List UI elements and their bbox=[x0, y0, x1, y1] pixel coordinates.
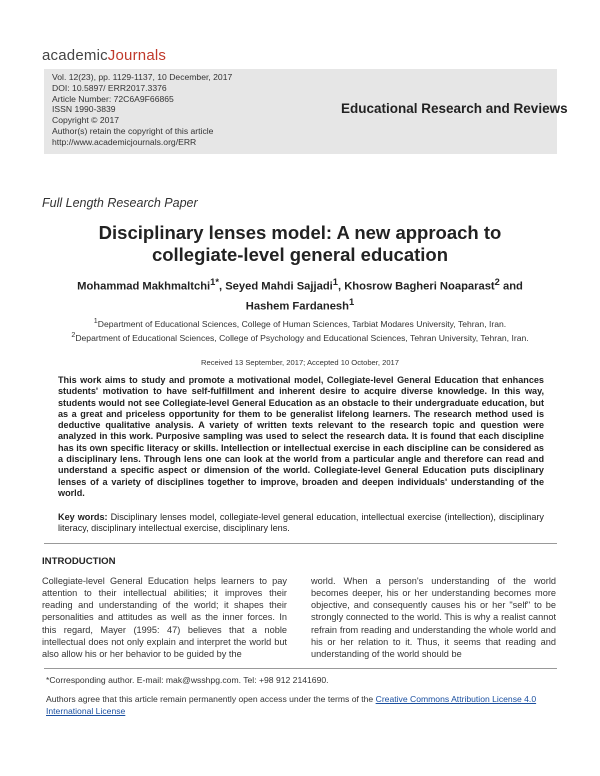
license-link[interactable]: Creative Commons Attribution License 4.0 International License bbox=[46, 694, 537, 716]
license-note: Authors agree that this article remain permanently open access under the terms of the Creative Commons Attribution License 4.0 International License bbox=[46, 694, 537, 716]
body-column-right: world. When a person's understanding of the world becomes deeper, his or her understanding becomes more objective, and consequently causes his or her "self" to be strongly connected to the world. This is why a realist cannot refrain from reading and understanding the whole world and his or her relation to it. Thus, it seems that reading and understanding of the world should be bbox=[311, 576, 556, 659]
publisher-logo: academicJournals bbox=[42, 47, 167, 64]
author-list: Mohammad Makhmaltchi$^{1*}$, Seyed Mahdi Sajjadi$^1$, Khosrow Bagheri Noaparast$^2$ and Hashem Fardanesh$^1$ bbox=[77, 277, 523, 313]
footnote-divider bbox=[44, 668, 557, 669]
doi-line: DOI: 10.5897/ ERR2017.3376 bbox=[52, 82, 167, 93]
author-name: Hashem Fardanesh bbox=[245, 300, 349, 313]
abstract: This work aims to study and promote a motivational model, Collegiate-level General Education that enhances students' motivation to have self-fulfillment and inherent desire to acquire diverse knowledge. In this way, students would not see Collegiate-level General Education as an obstacle to their undergraduate education, but as a great and priceless opportunity for them to be generalist lifelong learners. The research method used is deductive qualitative analysis. A variety of written texts relevant to the research topic and question were analyzed in this work. Purposive sampling was used to select the research data. It is found that each discipline has its own specific literacy or skills. Intellection or intellectual exercise in each discipline can be considered as a disciplinary lens. Through lens one can look at the world from a particular angle and therefore can read and understand a specific aspect or dimension of the world. Collegiate-level General Education puts disciplinary lenses of a variety of disciplines together to improve, broaden and deepen individuals' understanding of the world. bbox=[58, 375, 544, 498]
received-dates: Received 13 September, 2017; Accepted 10 October, 2017 bbox=[201, 358, 399, 367]
issn-line: ISSN 1990-3839 bbox=[52, 104, 116, 115]
rights-line: Author(s) retain the copyright of this article bbox=[52, 125, 214, 136]
article-number-line: Article Number: 72C6A9F66865 bbox=[52, 93, 174, 104]
journal-name: Educational Research and Reviews bbox=[341, 101, 568, 116]
volume-line: Vol. 12(23), pp. 1129-1137, 10 December, 2017 bbox=[52, 72, 233, 82]
copyright-line: Copyright © 2017 bbox=[52, 115, 120, 126]
keywords: Key words: Disciplinary lenses model, collegiate-level general education, intellectual exercise (intellection), disciplinary literacy, disciplinary intellectual exercise, disciplinary lens. bbox=[58, 512, 544, 534]
author-name: Seyed Mahdi Sajjadi bbox=[225, 280, 333, 293]
journal-url[interactable]: http://www.academicjournals.org/ERR bbox=[52, 136, 197, 147]
section-heading-introduction: INTRODUCTION bbox=[42, 556, 116, 567]
author-name: Mohammad Makhmaltchi bbox=[77, 280, 211, 293]
corresponding-author: *Corresponding author. E-mail: mak@wsshpg.com. Tel: +98 912 2141690. bbox=[46, 675, 329, 685]
body-column-left: Collegiate-level General Education helps learners to pay attention to their intellectual abilities; it improves their reading and understanding of the world; it shapes their personalities and attitudes as well as the inner forces. In this regard, Mayer (1995: 47) believes that a noble intellectual does not only explain and interpret the world but also allow his or her behavior to be guided by the bbox=[42, 576, 287, 659]
section-divider bbox=[44, 543, 557, 544]
affiliation: $^1$Department of Educational Sciences, College of Human Sciences, Tarbiat Modares University, Tehran, Iran. bbox=[93, 317, 507, 329]
author-name: Khosrow Bagheri Noaparast bbox=[344, 280, 495, 293]
paper-type: Full Length Research Paper bbox=[42, 196, 198, 210]
affiliations bbox=[60, 316, 540, 344]
article-metadata bbox=[52, 72, 232, 148]
affiliation: $^2$Department of Educational Sciences, College of Psychology and Educational Sciences, Tehran University, Tehran, Iran. bbox=[71, 331, 529, 343]
paper-title: Disciplinary lenses model: A new approach to collegiate-level general education bbox=[98, 222, 502, 265]
